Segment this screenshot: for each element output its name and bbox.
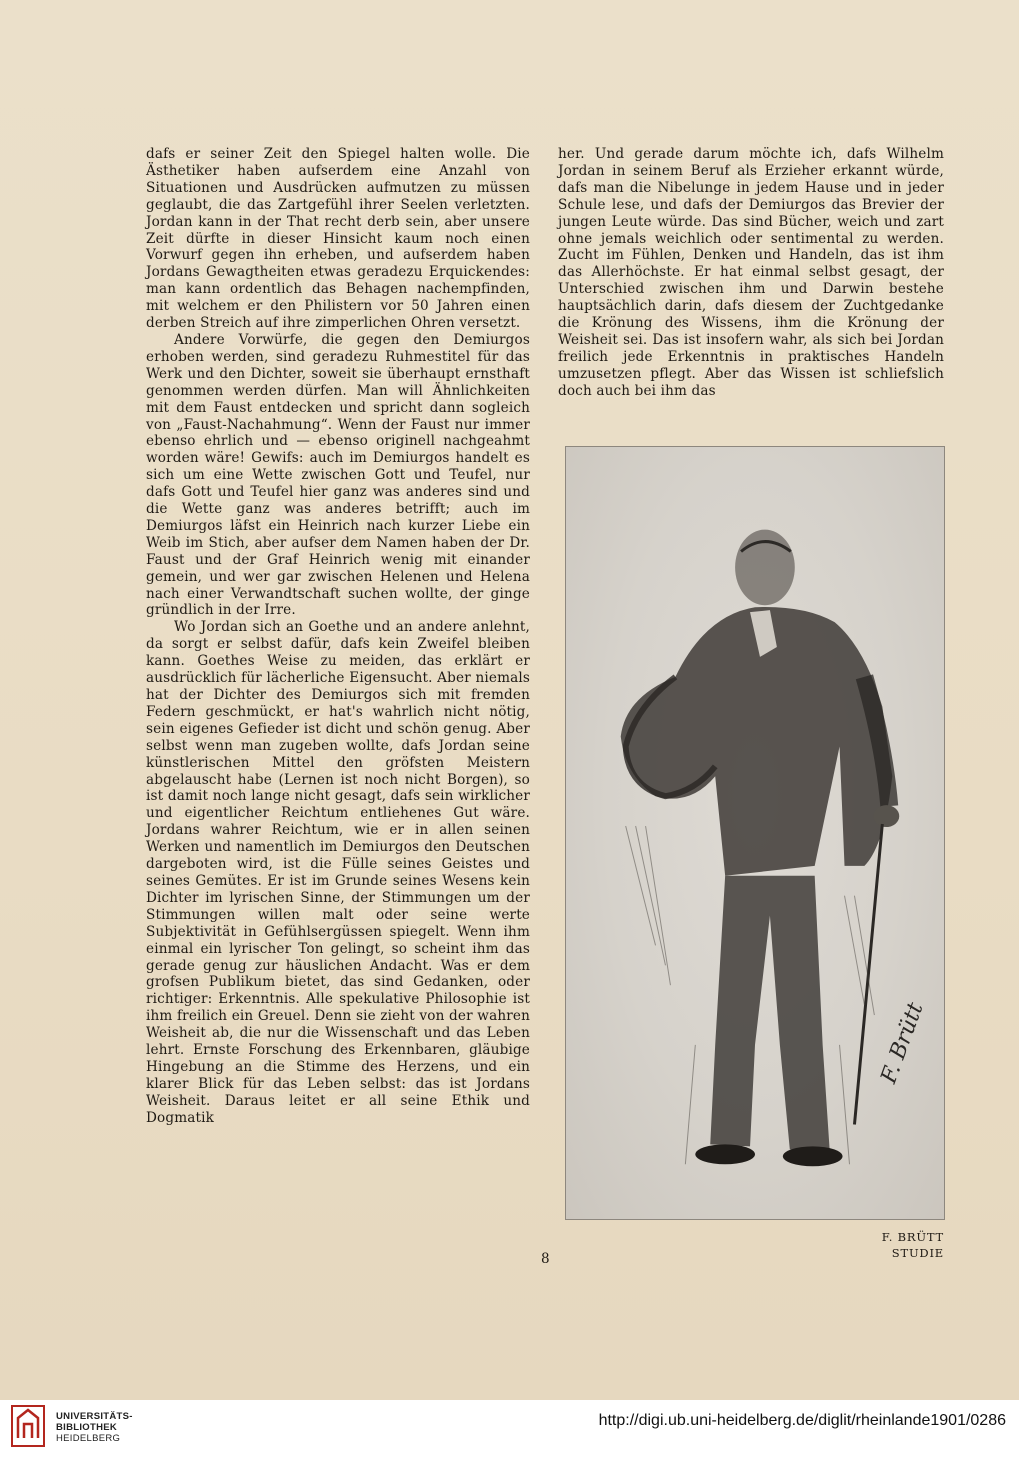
paragraph: Andere Vorwürfe, die gegen den Demiurgos erhoben werden, sind geradezu Ruhmestitel für das Werk und den Dichter, soweit sie überhaupt ernsthaft genommen werden dürfen. Man will Ähnlichkeiten mit dem Faust entdecken und spricht dann sogleich von „Faust-Nachahmung“. Wenn der Faust nur immer ebenso ehrlich und — ebenso originell nachgeahmt worden wäre! Gewifs: auch im Demiurgos handelt es sich um eine Wette zwischen Gott und Teufel, nur dafs Gott und Teufel hier ganz was anderes sind und die Wette ganz was anderes betrifft; auch im Demiurgos läfst ein Heinrich nach kurzer Liebe ein Weib im Stich, aber aufser dem Namen haben der Dr. Faust und der Graf Heinrich wenig mit einander gemein, und wer gar zwischen Helenen und Helena nach einer Verwandtschaft suchen wollte, der ginge gründlich in der Irre. bbox=[146, 331, 530, 619]
footer-bar bbox=[0, 1400, 1019, 1468]
caption-title: STUDIE bbox=[891, 1246, 944, 1260]
standing-man-sketch bbox=[566, 447, 944, 1219]
source-url-link[interactable]: http://digi.ub.uni-heidelberg.de/diglit/rheinlande1901/0286 bbox=[598, 1412, 1006, 1429]
paragraph: her. Und gerade darum möchte ich, dafs Wilhelm Jordan in seinem Beruf als Erzieher erkannt würde, dafs man die Nibelunge in jedem Hause und in jeder Schule lese, und dafs der Demiurgos das Brevier der jungen Leute würde. Das sind Bücher, weich und zart ohne jemals weichlich oder sentimental zu werden. Zucht im Fühlen, Denken und Handeln, das ist ihm das Allerhöchste. Er hat einmal selbst gesagt, der Unterschied zwischen ihm und Darwin bestehe hauptsächlich darin, dafs diesem der Zuchtgedanke die Krönung des Wissens, ihm die Krönung der Weisheit sei. Das ist insofern wahr, als sich bei Jordan freilich jede Erkenntnis in praktisches Handeln umzusetzen pflegt. Aber das Wissen ist schliefslich doch auch bei ihm das bbox=[558, 146, 944, 399]
paragraph: Wo Jordan sich an Goethe und an andere anlehnt, da sorgt er selbst dafür, dafs kein Zweifel bleiben kann. Goethes Weise zu meiden, das erklärt er ausdrücklich für lächerliche Eigensucht. Aber niemals hat der Dichter des Demiurgos sich mit fremden Federn geschmückt, er hat's wahrlich nicht nötig, sein eigenes Gefieder ist dicht und schön genug. Aber selbst wenn man zugeben wollte, dafs Jordan seine künstlerischen Mittel den gröfsten Meistern abgelauscht habe (Lernen ist noch nicht Borgen), so ist damit noch lange nicht gesagt, dafs sein wirklicher und eigentlicher Reichtum entliehenes Gut wäre. Jordans wahrer Reichtum, wie er in allen seinen Werken und namentlich im Demiurgos den Deutschen dargeboten wird, ist die Fülle seines Geistes und seines Gemütes. Er ist im Grunde seines Wesens kein Dichter im lyrischen Sinne, der Stimmungen um der Stimmungen willen malt oder seine werte Subjektivität in Gefühlsergüssen spiegelt. Wenn ihm einmal ein lyrischer Ton gelingt, so scheint ihm das gerade genug zur häuslichen Andacht. Was er dem grofsen Publikum bietet, das sind Gedanken, oder richtiger: Erkenntnis. Alle spekulative Philosophie ist ihm freilich ein Greuel. Denn sie zieht von der wahren Weisheit ab, die nur die Wissenschaft und das Leben lehrt. Ernste Forschung des Erkennbaren, gläubige Hingebung an die Stimme des Herzens, und ein klarer Blick für das Leben selbst: das ist Jordans Weisheit. Daraus leitet er all seine Ethik und Dogmatik bbox=[146, 619, 530, 1126]
right-text-column bbox=[558, 146, 944, 400]
library-line-1: UNIVERSITÄTS- bbox=[56, 1411, 133, 1422]
left-text-column bbox=[146, 146, 530, 1127]
caption-artist: F. BRÜTT bbox=[881, 1230, 944, 1244]
sketch-illustration bbox=[565, 446, 945, 1220]
library-logo-icon bbox=[10, 1404, 46, 1448]
library-line-2: BIBLIOTHEK bbox=[56, 1422, 118, 1433]
library-name bbox=[56, 1411, 133, 1444]
paragraph: dafs er seiner Zeit den Spiegel halten wolle. Die Ästhetiker haben aufserdem eine Anzahl von Situationen und Ausdrücken aufmutzen zu müssen geglaubt, die das Zartgefühl ihrer Seelen verletzten. Jordan kann in der That recht derb sein, aber unsere Zeit dürfte in dieser Hinsicht kaum noch einen Vorwurf gegen ihn erheben, und aufserdem haben Jordans Gewagtheiten etwas geradezu Erquickendes: man kann ordentlich das Behagen nachempfinden, mit welchem er den Philistern vor 50 Jahren einen derben Streich auf ihre zimperlichen Ohren versetzt. bbox=[146, 146, 530, 332]
artist-signature: F. Brütt bbox=[876, 999, 929, 1087]
library-line-3: HEIDELBERG bbox=[56, 1433, 121, 1444]
page-number: 8 bbox=[541, 1251, 550, 1267]
